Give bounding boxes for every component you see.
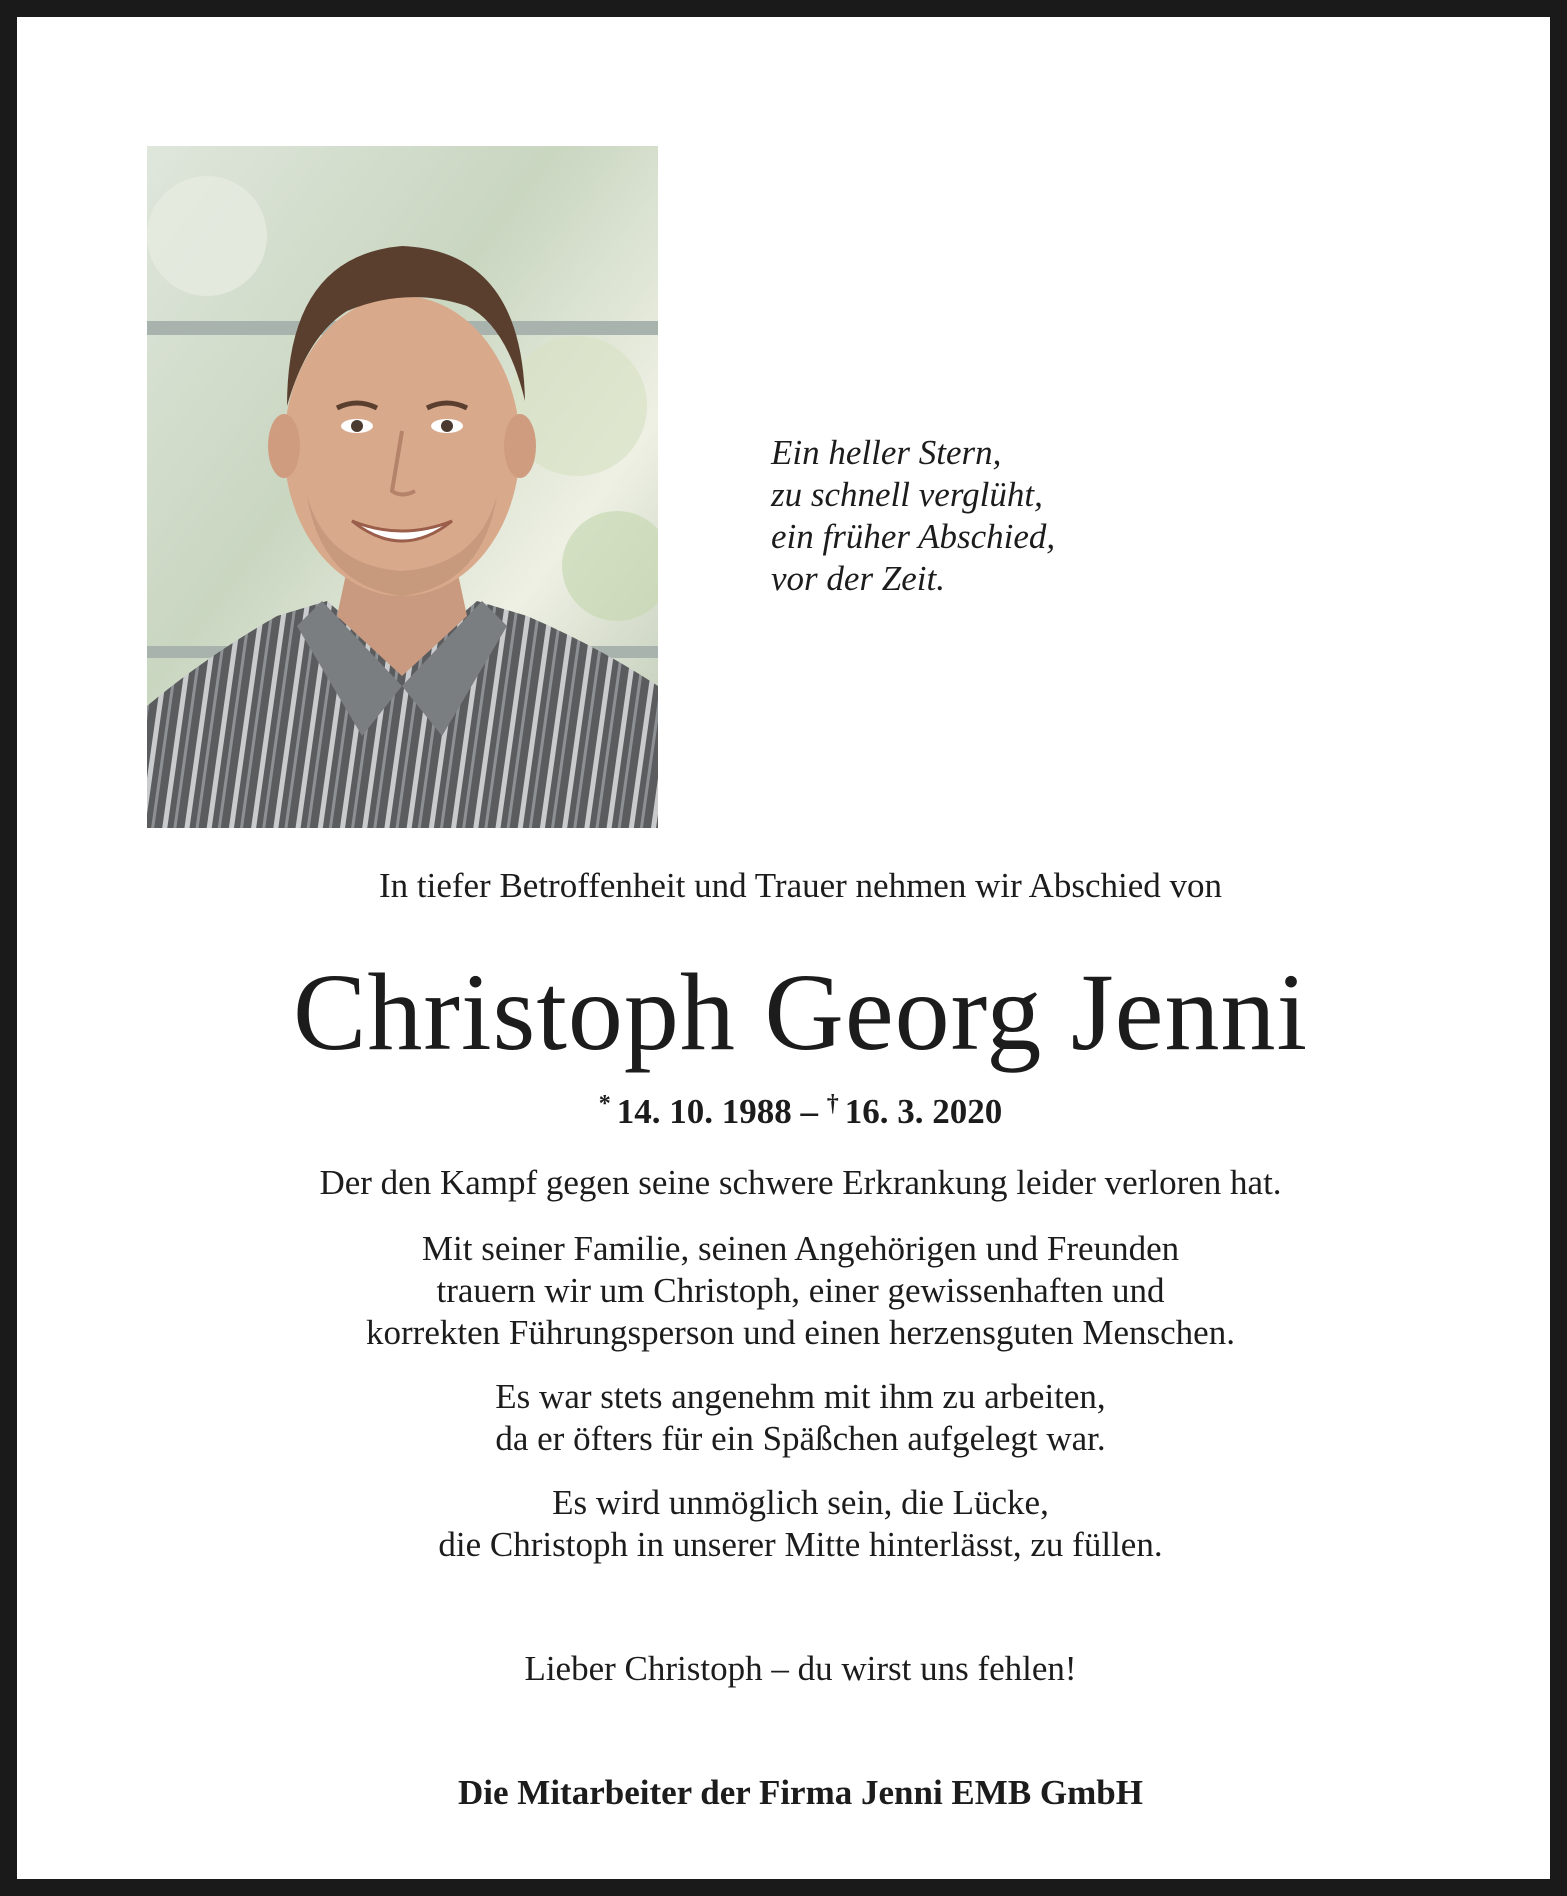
poem-line: zu schnell verglüht, — [771, 475, 1043, 514]
birth-date: 14. 10. 1988 — [616, 1092, 792, 1131]
death-symbol: † — [826, 1091, 839, 1117]
paragraph-line: Es war stets angenehm mit ihm zu arbeiten, — [495, 1377, 1106, 1416]
poem — [771, 432, 1191, 600]
paragraph-line: da er öfters für ein Späßchen aufgelegt war. — [495, 1419, 1106, 1458]
signature: Die Mitarbeiter der Firma Jenni EMB GmbH — [458, 1773, 1143, 1812]
paragraph-2 — [34, 1228, 1567, 1354]
paragraph-line: Der den Kampf gegen seine schwere Erkrankung leider verloren hat. — [319, 1163, 1282, 1202]
poem-line: Ein heller Stern, — [771, 433, 1002, 472]
portrait-photo — [147, 146, 658, 828]
birth-symbol: * — [598, 1091, 611, 1117]
deceased-name: Christoph Georg Jenni — [292, 951, 1309, 1073]
life-dates — [34, 1082, 1567, 1134]
paragraph-line: Es wird unmöglich sein, die Lücke, — [552, 1483, 1049, 1522]
paragraph-1 — [34, 1162, 1567, 1204]
poem-line: ein früher Abschied, — [771, 517, 1056, 556]
closing-line: Lieber Christoph – du wirst uns fehlen! — [524, 1649, 1077, 1688]
date-separator: – — [800, 1092, 818, 1131]
intro-text: In tiefer Betroffenheit und Trauer nehmen wir Abschied von — [378, 866, 1223, 905]
paragraph-3 — [34, 1376, 1567, 1460]
paragraph-4 — [34, 1482, 1567, 1566]
paragraph-line: korrekten Führungsperson und einen herzensguten Menschen. — [366, 1313, 1235, 1352]
paragraph-line: Mit seiner Familie, seinen Angehörigen und Freunden — [421, 1229, 1180, 1268]
death-date: 16. 3. 2020 — [844, 1092, 1003, 1131]
paragraph-line: trauern wir um Christoph, einer gewissenhaften und — [436, 1271, 1165, 1310]
paragraph-line: die Christoph in unserer Mitte hinterlässt, zu füllen. — [438, 1525, 1163, 1564]
poem-line: vor der Zeit. — [771, 559, 946, 598]
